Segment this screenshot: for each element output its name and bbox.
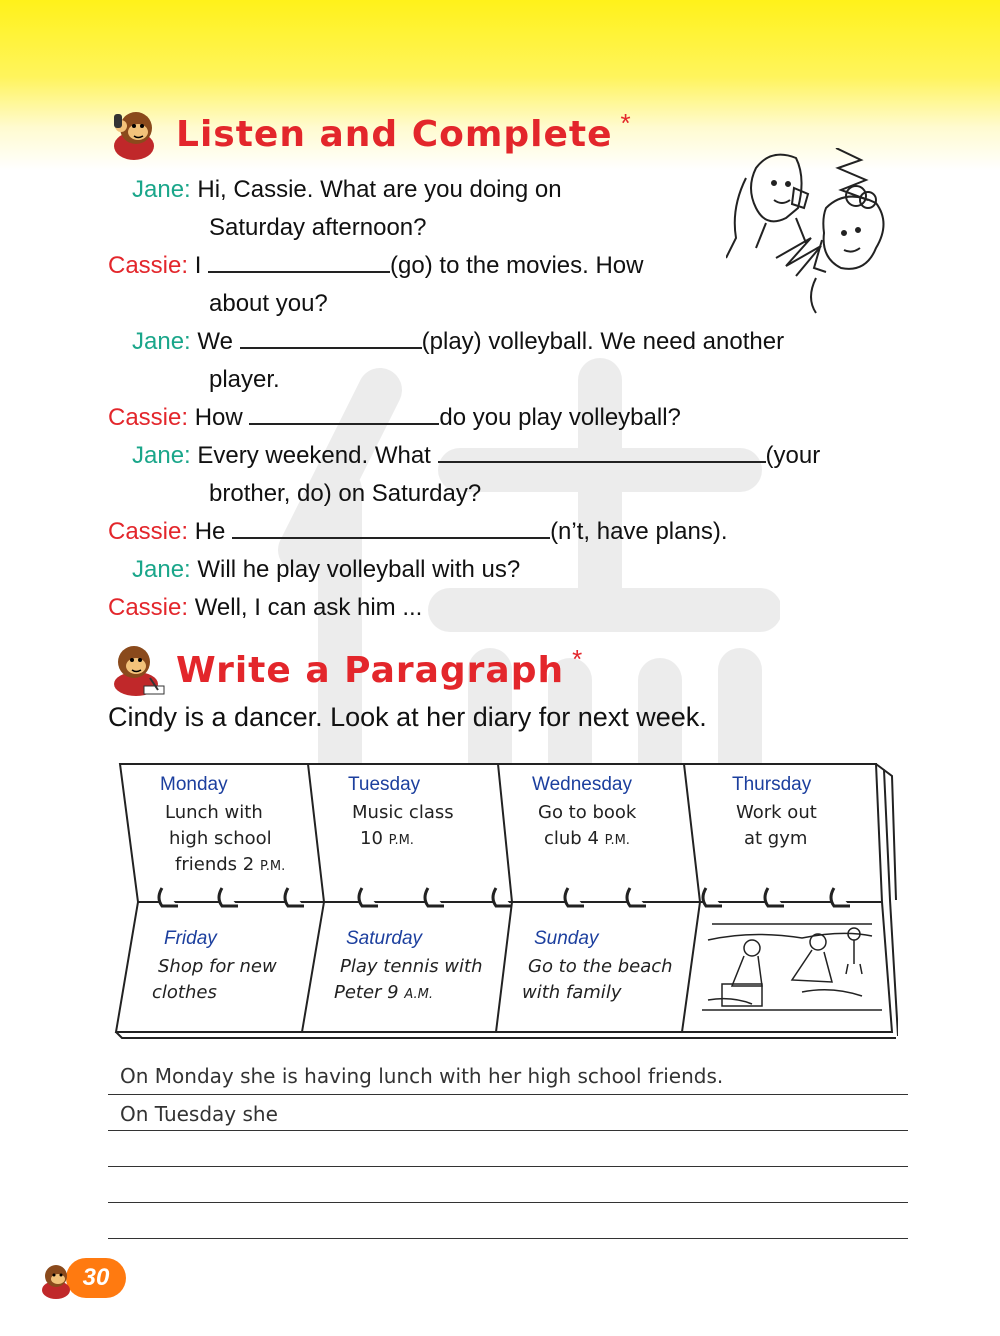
note-time: P.M. — [604, 833, 630, 848]
speaker-jane: Jane: — [132, 556, 191, 583]
diary-note-saturday — [334, 954, 483, 1008]
note-line: high school — [169, 828, 272, 849]
diary-note-monday — [165, 800, 285, 880]
dialogue-line-5-cont — [209, 475, 481, 513]
writing-line[interactable] — [108, 1130, 908, 1131]
writing-example-line1: On Monday she is having lunch with her high school friends. — [120, 1064, 724, 1088]
section-title-write: Write a Paragraph — [176, 649, 565, 691]
note-line: Music class — [352, 802, 454, 823]
dialogue-text: I — [194, 252, 202, 279]
dialogue-text: Hi, Cassie. What are you doing on — [197, 176, 562, 203]
note-time: A.M. — [404, 987, 433, 1002]
answer-blank[interactable] — [208, 249, 390, 273]
dialogue-line-1 — [132, 171, 562, 209]
dialogue-text: player. — [209, 366, 280, 393]
note-line: Go to book — [538, 802, 637, 823]
note-line: Peter 9 — [334, 982, 399, 1003]
diary-day-monday: Monday — [160, 774, 228, 795]
diary-day-saturday: Saturday — [346, 928, 423, 949]
dialogue-text: We — [197, 328, 233, 355]
dialogue-line-1-cont — [209, 209, 427, 247]
note-line: Shop for new — [158, 956, 277, 977]
diary-day-friday: Friday — [164, 928, 217, 949]
speaker-jane: Jane: — [132, 442, 191, 469]
dialogue-line-3-cont — [209, 361, 280, 399]
writing-line[interactable] — [108, 1202, 908, 1203]
diary-note-friday — [152, 954, 277, 1006]
instruction-text: Cindy is a dancer. Look at her diary for next week. — [108, 702, 707, 732]
dialogue-text: (n’t, have plans). — [550, 518, 728, 545]
dialogue-line-4 — [108, 399, 681, 437]
dialogue-line-5 — [132, 437, 820, 475]
dialogue-text: brother, do) on Saturday? — [209, 480, 482, 507]
listen-complete-header — [106, 106, 631, 162]
speaker-jane: Jane: — [132, 176, 191, 203]
note-time: P.M. — [259, 859, 286, 874]
girls-on-phone-illustration — [726, 148, 886, 316]
page-number: 30 — [82, 1264, 110, 1291]
note-line: 10 — [360, 828, 383, 849]
dialogue-text: (play) volleyball. We need another — [421, 328, 785, 355]
monkey-mascot-icon — [36, 1262, 76, 1300]
diary-note-wednesday — [538, 800, 636, 854]
note-line: Play tennis with — [340, 956, 483, 977]
note-time: P.M. — [388, 833, 414, 848]
note-line: Go to the beach — [528, 956, 673, 977]
note-line: clothes — [152, 982, 217, 1003]
section-title-listen: Listen and Complete — [176, 113, 613, 155]
note-line: at gym — [744, 828, 808, 849]
answer-blank[interactable] — [438, 439, 766, 463]
dialogue-text: Will he play volleyball with us? — [197, 556, 521, 583]
answer-blank[interactable] — [240, 325, 422, 349]
writing-line[interactable] — [108, 1238, 908, 1239]
writing-line[interactable] — [108, 1094, 908, 1095]
dialogue-text: He — [194, 518, 226, 545]
speaker-cassie: Cassie: — [108, 404, 189, 431]
dialogue-text: (your — [765, 442, 821, 469]
speaker-cassie: Cassie: — [108, 594, 189, 621]
dialogue-text: Every weekend. What — [197, 442, 431, 469]
dialogue-line-2-cont — [209, 285, 328, 323]
note-line: club 4 — [544, 828, 599, 849]
speaker-cassie: Cassie: — [108, 252, 189, 279]
diary-day-tuesday: Tuesday — [348, 774, 421, 795]
dialogue-line-6 — [108, 513, 727, 551]
note-line: Lunch with — [165, 802, 263, 823]
dialogue-text: about you? — [209, 290, 328, 317]
dialogue-text: Saturday afternoon? — [209, 214, 427, 241]
write-paragraph-header — [106, 642, 582, 698]
diary-day-thursday: Thursday — [732, 774, 812, 795]
note-line: with family — [522, 982, 622, 1003]
dialogue-text: Well, I can ask him ... — [194, 594, 423, 621]
dialogue-line-2 — [108, 247, 643, 285]
dialogue-text: do you play volleyball? — [439, 404, 681, 431]
writing-line[interactable] — [108, 1166, 908, 1167]
monkey-phone-icon — [106, 106, 168, 162]
note-line: friends 2 — [175, 854, 255, 875]
dialogue-text: How — [194, 404, 243, 431]
star-icon: * — [572, 643, 583, 674]
dialogue-line-3 — [132, 323, 784, 361]
diary-day-sunday: Sunday — [534, 928, 599, 949]
diary-note-sunday — [522, 954, 673, 1006]
answer-blank[interactable] — [249, 401, 439, 425]
dialogue-text: (go) to the movies. How — [390, 252, 644, 279]
dialogue-line-7 — [132, 551, 520, 589]
dialogue-line-8 — [108, 589, 422, 627]
note-line: Work out — [736, 802, 817, 823]
diary-day-wednesday: Wednesday — [532, 774, 632, 795]
star-icon: * — [620, 107, 631, 138]
diary-note-thursday — [736, 800, 817, 852]
monkey-writing-icon — [106, 642, 168, 698]
writing-example-line2: On Tuesday she — [120, 1102, 278, 1126]
answer-blank[interactable] — [232, 515, 550, 539]
speaker-cassie: Cassie: — [108, 518, 189, 545]
diary-note-tuesday — [352, 800, 454, 854]
speaker-jane: Jane: — [132, 328, 191, 355]
